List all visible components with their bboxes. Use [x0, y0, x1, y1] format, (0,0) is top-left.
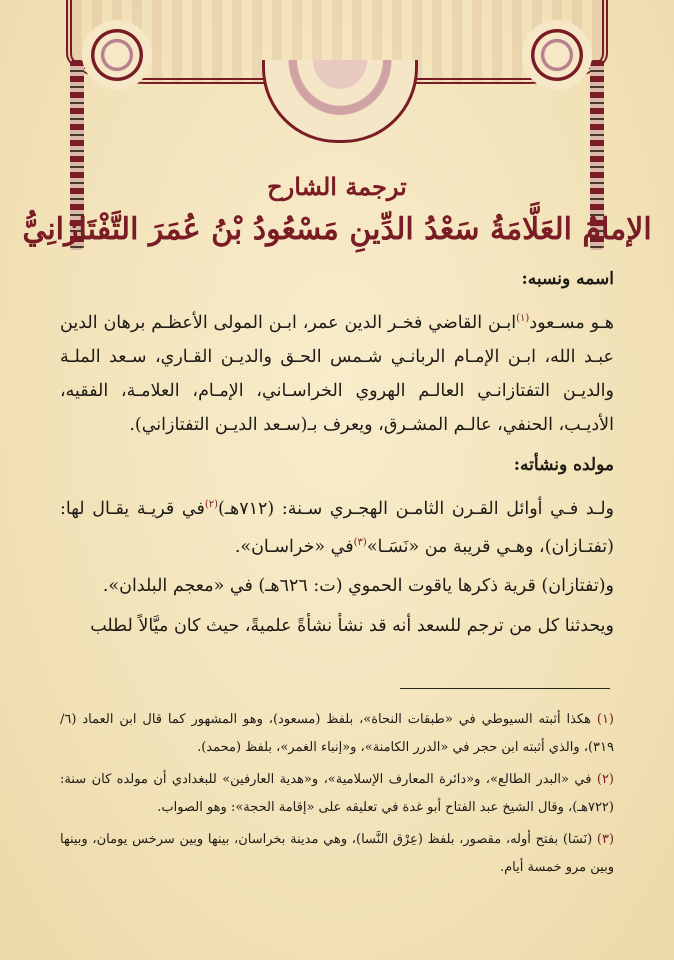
footnote-text: هكذا أثبته السيوطي في «طبقات النحاة»، بلفظ (مسعود)، وهو المشهور كما قال ابن العماد (٦/ ٣١٩)، والذي أثبته ابن حجر في «الدرر الكامنة»، و«إنباء الغمر»، بلفظ (محمد).: [60, 712, 614, 755]
paragraph-text: في «خراسـان».: [234, 536, 354, 557]
paragraph-text: في قريـة يقـال لها: (تفتـازان)، وهـي قريبة من «نَسَـا»: [60, 498, 614, 557]
footnote-divider: [400, 688, 610, 689]
footnote: [60, 706, 614, 762]
footnotes: [60, 706, 614, 886]
paragraph-text: هـو مسـعود: [529, 312, 614, 333]
page-subtitle: الإمامُ العَلَّامَةُ سَعْدُ الدِّينِ مَسْعُودُ بْنُ عُمَرَ التَّفْتَازَانِيُّ: [22, 212, 652, 247]
footnote: [60, 766, 614, 822]
footnote-ref[interactable]: (٢): [204, 498, 219, 510]
paragraph: [60, 488, 614, 564]
footnote-text: في «البدر الطالع»، و«دائرة المعارف الإسلامية»، و«هدية العارفين» للبغدادي أن مولده كان سنة: (٧٢٢هـ)، وقال الشيخ عبد الفتاح أبو غدة في تعليقه على «إقامة الحجة»: وهو الصواب.: [60, 772, 614, 815]
footnote-number: (٣): [596, 832, 615, 847]
footnote-number: (٢): [596, 772, 614, 787]
footnote: [60, 826, 614, 882]
paragraph: و(تفتازان) قرية ذكرها ياقوت الحموي (ت: ٦٢٦هـ) في «معجم البلدان».: [102, 576, 614, 597]
main-text: [60, 262, 614, 649]
paragraph-text: ولـد فـي أوائل القـرن الثامـن الهجـري سـنة: (٧١٢هـ): [218, 498, 614, 519]
ornament-right-icon: [522, 20, 592, 90]
footnote-text: (نَسَا) بفتح أوله، مقصور، بلفظ (عِرْق النَّسا)، وهي مدينة بخراسان، بينها وبين سرخس يومان، وبينها وبين مرو خمسة أيام.: [60, 832, 614, 875]
ornament-medallion-icon: [262, 60, 418, 143]
ornament-left-icon: [82, 20, 152, 90]
paragraph: ويحدثنا كل من ترجم للسعد أنه قد نشأ نشأةً علميةً، حيث كان ميَّالاً لطلب: [90, 616, 614, 637]
footnote-number: (١): [596, 712, 614, 727]
section-heading: مولده ونشأته:: [513, 454, 614, 475]
paragraph: [60, 302, 614, 442]
paragraph-text: ابـن القاضي فخـر الدين عمر، ابـن المولى الأعظـم برهان الدين عبـد الله، ابـن الإمـام الربانـي شـمس الحـق والديـن القـاري، سـعد الملـة والديـن التفتازانـي العالـم الهروي الخراسـاني، الإمـام، العلامـة، الفقيه، الأديـب، الحنفي، عالـم المشـرق، ويعرف بـ(سـعد الديـن التفتازاني).: [60, 312, 614, 435]
footnote-ref[interactable]: (٣): [353, 536, 367, 548]
page-title: ترجمة الشارح: [267, 172, 407, 201]
footnote-ref[interactable]: (١): [516, 313, 530, 324]
section-heading: اسمه ونسبه:: [521, 269, 614, 289]
